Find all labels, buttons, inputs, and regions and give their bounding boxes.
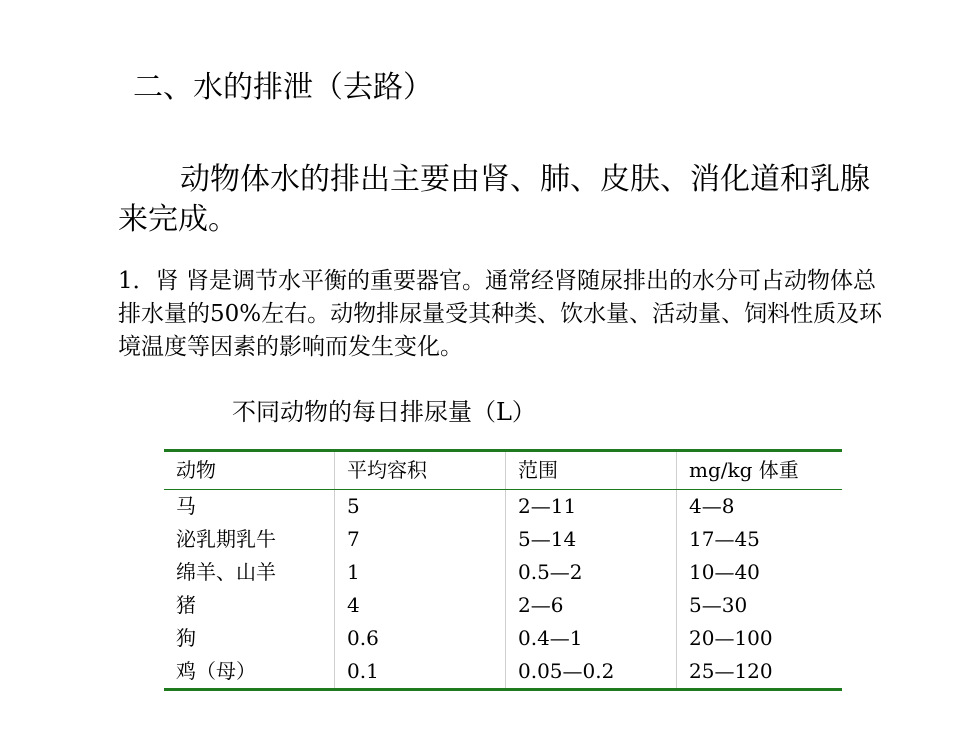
table-cell: 5—30 <box>677 589 843 622</box>
column-header-per-body-weight: mg/kg 体重 <box>677 451 843 490</box>
table-row <box>164 655 842 690</box>
table-cell: 25—120 <box>677 655 843 690</box>
table-cell: 鸡（母） <box>176 659 256 683</box>
table-row <box>164 490 842 524</box>
table-row <box>164 523 842 556</box>
table-cell: 泌乳期乳牛 <box>176 527 276 551</box>
table-cell: 0.05—0.2 <box>506 655 677 690</box>
table-cell: 7 <box>335 523 506 556</box>
table-cell: 10—40 <box>677 556 843 589</box>
table-header-row <box>164 451 842 490</box>
table-cell: 17—45 <box>677 523 843 556</box>
column-header-animal: 动物 <box>164 451 335 490</box>
table-cell: 5—14 <box>506 523 677 556</box>
table-row <box>164 622 842 655</box>
table-cell: 猪 <box>176 593 196 617</box>
table-row <box>164 589 842 622</box>
table-cell: 0.6 <box>335 622 506 655</box>
table-cell: 2—6 <box>506 589 677 622</box>
table-cell: 0.5—2 <box>506 556 677 589</box>
kidney-paragraph: 1．肾 肾是调节水平衡的重要器官。通常经肾随尿排出的水分可占动物体总排水量的50%左右。动物排尿量受其种类、饮水量、活动量、饲料性质及环境温度等因素的影响而发生变化。 <box>118 268 883 360</box>
table-cell: 0.4—1 <box>506 622 677 655</box>
table-cell: 5 <box>335 490 506 524</box>
column-header-range: 范围 <box>506 451 677 490</box>
table-cell: 4—8 <box>677 490 843 524</box>
table-cell: 2—11 <box>506 490 677 524</box>
table-row <box>164 556 842 589</box>
urine-volume-table <box>164 449 842 691</box>
table-cell: 马 <box>176 494 196 518</box>
table-cell: 0.1 <box>335 655 506 690</box>
table-cell: 4 <box>335 589 506 622</box>
table-cell: 1 <box>335 556 506 589</box>
table-cell: 绵羊、山羊 <box>176 560 276 584</box>
column-header-average-volume: 平均容积 <box>335 451 506 490</box>
section-heading: 二、水的排泄（去路） <box>133 70 433 105</box>
table-cell: 狗 <box>176 626 196 650</box>
table-cell: 20—100 <box>677 622 843 655</box>
table-caption: 不同动物的每日排尿量（L） <box>232 398 536 426</box>
intro-paragraph: 动物体水的排出主要由肾、肺、皮肤、消化道和乳腺来完成。 <box>118 162 870 237</box>
